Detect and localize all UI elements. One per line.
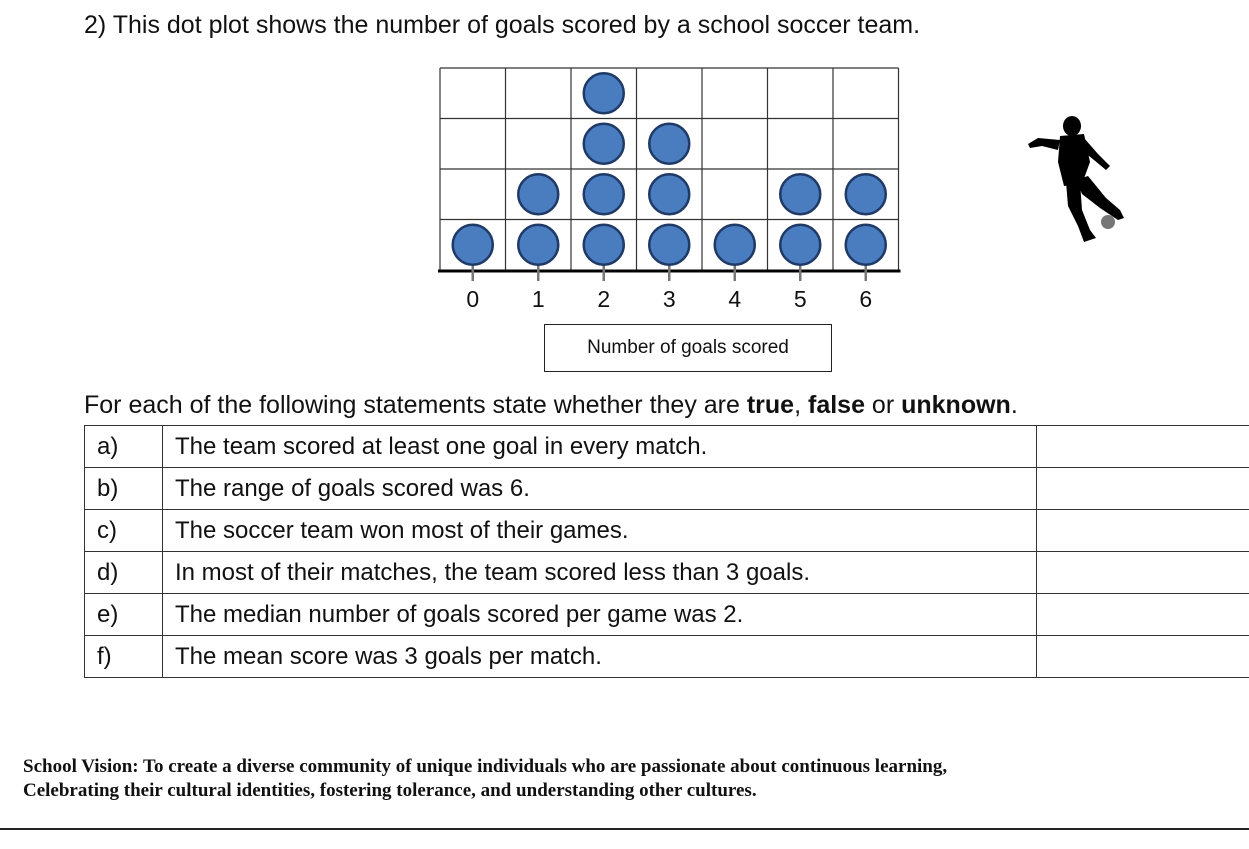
dot-point [584, 124, 624, 164]
statement-text: In most of their matches, the team scored less than 3 goals. [163, 552, 1037, 594]
dot-point [780, 225, 820, 265]
dot-point [846, 225, 886, 265]
question-title: 2) This dot plot shows the number of goals scored by a school soccer team. [84, 11, 921, 39]
answer-cell[interactable] [1037, 510, 1249, 552]
statement-row-c [85, 510, 1249, 552]
instruction-suffix: . [1010, 391, 1018, 419]
statement-row-a [85, 426, 1249, 468]
statement-label: f) [85, 636, 163, 678]
dot-point [649, 174, 689, 214]
statement-row-d [85, 552, 1249, 594]
word-unknown: unknown [901, 391, 1011, 419]
dot-point [846, 174, 886, 214]
statement-text: The soccer team won most of their games. [163, 510, 1037, 552]
statement-row-e [85, 594, 1249, 636]
soccer-player-icon [1024, 114, 1134, 251]
dot-point [584, 225, 624, 265]
dot-point [584, 73, 624, 113]
x-tick-label: 3 [662, 286, 676, 312]
instruction-sep-1: , [794, 391, 808, 419]
x-tick-label: 0 [466, 286, 480, 312]
instruction-sep-2: or [864, 391, 902, 419]
instruction-text [84, 388, 1018, 422]
statement-label: e) [85, 594, 163, 636]
dot-point [649, 124, 689, 164]
statement-label: a) [85, 426, 163, 468]
x-tick-label: 6 [859, 286, 873, 312]
x-tick-label: 1 [531, 286, 545, 312]
x-tick-label: 4 [728, 286, 742, 312]
school-vision [23, 755, 947, 803]
answer-cell[interactable] [1037, 636, 1249, 678]
statement-label: d) [85, 552, 163, 594]
answer-cell[interactable] [1037, 468, 1249, 510]
statement-label: b) [85, 468, 163, 510]
dot-point [518, 225, 558, 265]
answer-cell[interactable] [1037, 426, 1249, 468]
dot-point [518, 174, 558, 214]
school-vision-line-1: School Vision: To create a diverse community of unique individuals who are passionate about continuous learning, [23, 756, 948, 777]
dot-point [780, 174, 820, 214]
statement-text: The median number of goals scored per game was 2. [163, 594, 1037, 636]
dot-point [453, 225, 493, 265]
statements-table [84, 425, 1249, 678]
word-false: false [808, 391, 865, 419]
statement-row-b [85, 468, 1249, 510]
dot-point [715, 225, 755, 265]
dot-point [649, 225, 689, 265]
x-axis-label: Number of goals scored [544, 324, 832, 372]
instruction-prefix: For each of the following statements state whether they are [84, 391, 747, 419]
statement-text: The mean score was 3 goals per match. [163, 636, 1037, 678]
x-tick-label: 2 [597, 286, 611, 312]
statement-text: The range of goals scored was 6. [163, 468, 1037, 510]
answer-cell[interactable] [1037, 552, 1249, 594]
word-true: true [746, 391, 795, 419]
footer-divider [0, 828, 1249, 830]
dot-point [584, 174, 624, 214]
statement-text: The team scored at least one goal in every match. [163, 426, 1037, 468]
statement-row-f [85, 636, 1249, 678]
answer-cell[interactable] [1037, 594, 1249, 636]
school-vision-line-2: Celebrating their cultural identities, fostering tolerance, and understanding other cultures. [23, 780, 757, 801]
x-tick-label: 5 [793, 286, 807, 312]
statement-label: c) [85, 510, 163, 552]
